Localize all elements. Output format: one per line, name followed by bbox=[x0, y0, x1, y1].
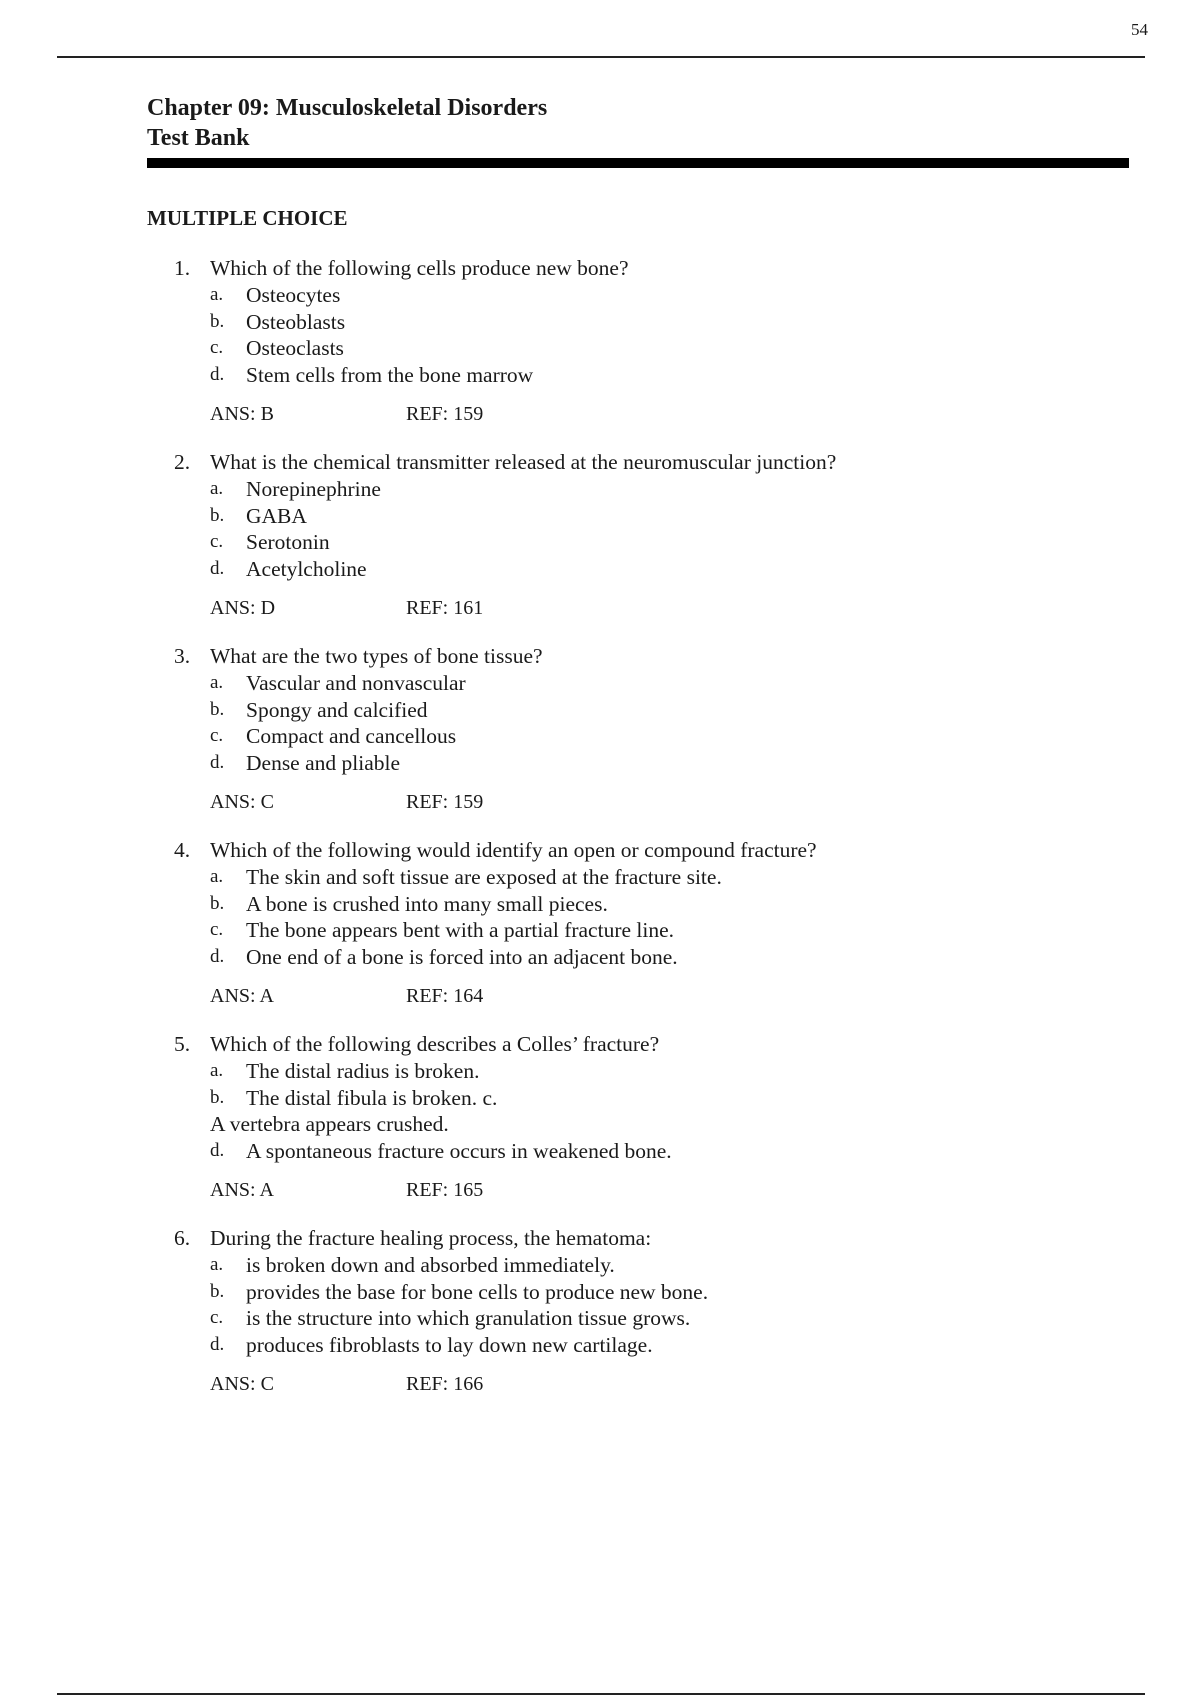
header-rule bbox=[147, 158, 1129, 168]
question-number-cell bbox=[0, 1031, 210, 1058]
answer-option bbox=[0, 697, 1200, 724]
question-number-cell bbox=[0, 1225, 210, 1252]
answer-option bbox=[0, 529, 1200, 556]
option-text: A bone is crushed into many small pieces. bbox=[246, 891, 608, 916]
option-text: is the structure into which granulation tissue grows. bbox=[246, 1306, 691, 1330]
answer-option bbox=[0, 917, 1200, 944]
answer-option bbox=[0, 1111, 1200, 1138]
option-text: Osteoclasts bbox=[246, 336, 344, 360]
option-letter: a. bbox=[210, 1254, 224, 1275]
option-text: The bone appears bent with a partial fracture line. bbox=[246, 918, 675, 942]
answer-option bbox=[0, 670, 1200, 697]
option-letter: d. bbox=[210, 1333, 225, 1355]
answer-option bbox=[0, 476, 1200, 503]
page-reference: REF: 159 bbox=[406, 403, 484, 425]
page-number: 54 bbox=[1131, 20, 1148, 39]
option-text: Osteoblasts bbox=[246, 309, 346, 334]
option-letter: b. bbox=[210, 504, 225, 526]
question-spacer bbox=[0, 1009, 1200, 1031]
page-reference: REF: 164 bbox=[406, 985, 484, 1007]
question-item bbox=[0, 1225, 1200, 1419]
option-text: The skin and soft tissue are exposed at the fracture site. bbox=[246, 865, 722, 889]
option-letter: d. bbox=[210, 945, 225, 967]
answer-option bbox=[0, 1279, 1200, 1306]
question-item bbox=[0, 255, 1200, 449]
option-text: One end of a bone is forced into an adjacent bone. bbox=[246, 944, 678, 969]
option-letter: d. bbox=[210, 1139, 225, 1161]
answer-option bbox=[0, 1085, 1200, 1112]
question-number: 3. bbox=[174, 644, 191, 668]
question-number-cell bbox=[0, 643, 210, 670]
answer-option bbox=[0, 1058, 1200, 1085]
option-letter: c. bbox=[210, 725, 224, 746]
option-letter: b. bbox=[210, 892, 225, 914]
option-text: Acetylcholine bbox=[246, 556, 367, 581]
question-number-cell bbox=[0, 449, 210, 476]
answer-option bbox=[0, 309, 1200, 336]
question-item bbox=[0, 837, 1200, 1031]
option-letter: a. bbox=[210, 1060, 224, 1081]
chapter-subtitle: Test Bank bbox=[147, 125, 250, 151]
option-text: Norepinephrine bbox=[246, 477, 381, 501]
question-list bbox=[0, 255, 1200, 1419]
option-letter: c. bbox=[210, 531, 224, 552]
answer-option bbox=[0, 750, 1200, 777]
answer-key-row bbox=[0, 1177, 1200, 1203]
answer-option bbox=[0, 556, 1200, 583]
option-text: Spongy and calcified bbox=[246, 697, 428, 722]
option-text: A vertebra appears crushed. bbox=[210, 1112, 449, 1136]
option-list bbox=[0, 476, 1200, 582]
question-item bbox=[0, 449, 1200, 643]
answer-option bbox=[0, 864, 1200, 891]
option-text: The distal fibula is broken. c. bbox=[246, 1085, 498, 1110]
option-text: produces fibroblasts to lay down new cartilage. bbox=[246, 1332, 653, 1357]
option-text: Compact and cancellous bbox=[246, 724, 457, 748]
option-letter: a. bbox=[210, 866, 224, 887]
section-title: MULTIPLE CHOICE bbox=[147, 206, 348, 230]
option-letter: a. bbox=[210, 672, 224, 693]
answer-option bbox=[0, 891, 1200, 918]
question-stem bbox=[0, 1031, 1200, 1058]
answer-key-row bbox=[0, 401, 1200, 427]
option-letter: d. bbox=[210, 363, 225, 385]
question-stem bbox=[0, 643, 1200, 670]
question-number: 4. bbox=[174, 838, 191, 862]
option-text: GABA bbox=[246, 503, 307, 528]
bottom-divider bbox=[57, 1693, 1145, 1695]
question-item bbox=[0, 643, 1200, 837]
option-list bbox=[0, 1252, 1200, 1358]
option-text: A spontaneous fracture occurs in weakened bone. bbox=[246, 1138, 672, 1163]
question-spacer bbox=[0, 427, 1200, 449]
answer-key: ANS: A bbox=[210, 1179, 274, 1201]
question-stem bbox=[0, 1225, 1200, 1252]
question-text: Which of the following describes a Colles’ fracture? bbox=[210, 1032, 660, 1056]
option-letter: b. bbox=[210, 698, 225, 720]
question-text: Which of the following cells produce new bone? bbox=[210, 256, 629, 280]
question-number: 2. bbox=[174, 450, 191, 474]
answer-key: ANS: C bbox=[210, 791, 274, 813]
option-text: is broken down and absorbed immediately. bbox=[246, 1253, 615, 1277]
question-spacer bbox=[0, 1397, 1200, 1419]
question-number: 1. bbox=[174, 256, 191, 280]
option-letter: a. bbox=[210, 478, 224, 499]
question-spacer bbox=[0, 621, 1200, 643]
option-letter: a. bbox=[210, 284, 224, 305]
question-spacer bbox=[0, 815, 1200, 837]
question-item bbox=[0, 1031, 1200, 1225]
question-number: 5. bbox=[174, 1032, 191, 1056]
option-letter: d. bbox=[210, 557, 225, 579]
page-reference: REF: 166 bbox=[406, 1373, 484, 1395]
answer-option bbox=[0, 1138, 1200, 1165]
top-divider bbox=[57, 56, 1145, 58]
option-letter: c. bbox=[210, 1307, 224, 1328]
option-letter: b. bbox=[210, 1086, 225, 1108]
question-stem bbox=[0, 837, 1200, 864]
question-text: What is the chemical transmitter released at the neuromuscular junction? bbox=[210, 450, 837, 474]
option-list bbox=[0, 670, 1200, 776]
answer-key: ANS: C bbox=[210, 1373, 274, 1395]
option-letter: c. bbox=[210, 919, 224, 940]
answer-key-row bbox=[0, 789, 1200, 815]
answer-key: ANS: B bbox=[210, 403, 274, 425]
option-text: Stem cells from the bone marrow bbox=[246, 362, 534, 387]
question-number-cell bbox=[0, 837, 210, 864]
question-number-cell bbox=[0, 255, 210, 282]
answer-key-row bbox=[0, 1371, 1200, 1397]
page-reference: REF: 159 bbox=[406, 791, 484, 813]
answer-option bbox=[0, 1305, 1200, 1332]
answer-key-row bbox=[0, 983, 1200, 1009]
option-text: The distal radius is broken. bbox=[246, 1059, 480, 1083]
option-text: Serotonin bbox=[246, 530, 330, 554]
answer-option bbox=[0, 723, 1200, 750]
answer-key: ANS: D bbox=[210, 597, 276, 619]
option-letter: d. bbox=[210, 751, 225, 773]
question-number: 6. bbox=[174, 1226, 191, 1250]
question-text: What are the two types of bone tissue? bbox=[210, 644, 543, 668]
answer-option bbox=[0, 362, 1200, 389]
option-letter: b. bbox=[210, 310, 225, 332]
question-stem bbox=[0, 255, 1200, 282]
question-spacer bbox=[0, 1203, 1200, 1225]
answer-key: ANS: A bbox=[210, 985, 274, 1007]
question-text: During the fracture healing process, the hematoma: bbox=[210, 1226, 652, 1250]
question-stem bbox=[0, 449, 1200, 476]
option-list bbox=[0, 1058, 1200, 1164]
answer-option bbox=[0, 1252, 1200, 1279]
answer-option bbox=[0, 282, 1200, 309]
page-reference: REF: 165 bbox=[406, 1179, 484, 1201]
page-reference: REF: 161 bbox=[406, 597, 484, 619]
question-text: Which of the following would identify an open or compound fracture? bbox=[210, 838, 817, 862]
option-letter: c. bbox=[210, 337, 224, 358]
answer-option bbox=[0, 503, 1200, 530]
chapter-title: Chapter 09: Musculoskeletal Disorders bbox=[147, 95, 548, 121]
answer-option bbox=[0, 1332, 1200, 1359]
option-text: Vascular and nonvascular bbox=[246, 671, 466, 695]
option-letter: b. bbox=[210, 1280, 225, 1302]
answer-key-row bbox=[0, 595, 1200, 621]
option-list bbox=[0, 282, 1200, 388]
answer-option bbox=[0, 335, 1200, 362]
option-text: Osteocytes bbox=[246, 283, 341, 307]
option-text: Dense and pliable bbox=[246, 750, 401, 775]
chapter-header bbox=[147, 93, 1129, 168]
option-list bbox=[0, 864, 1200, 970]
answer-option bbox=[0, 944, 1200, 971]
option-text: provides the base for bone cells to produce new bone. bbox=[246, 1279, 709, 1304]
